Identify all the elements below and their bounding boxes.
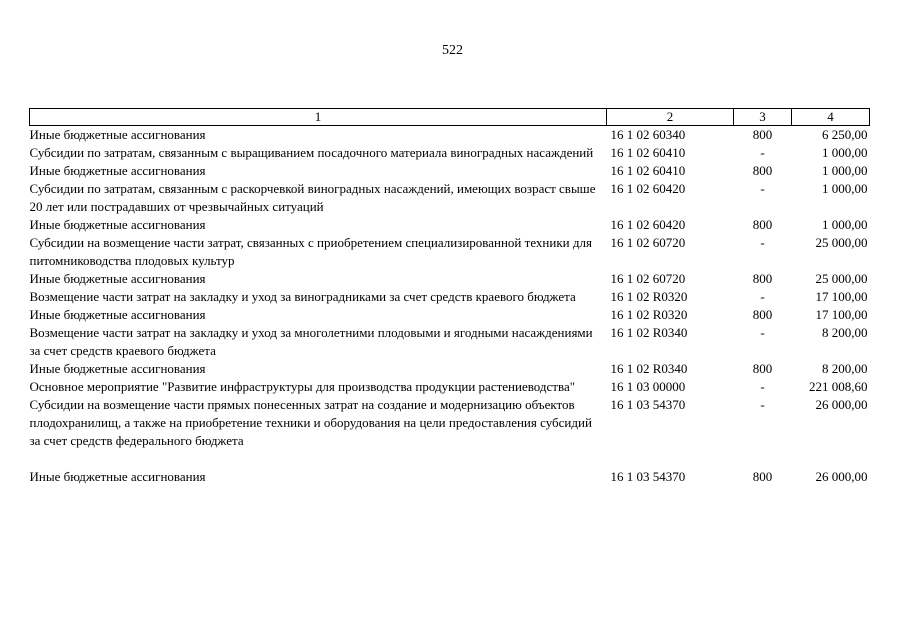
row-amount: 221 008,60 bbox=[809, 379, 868, 394]
row-type: - bbox=[760, 379, 765, 394]
row-type: 800 bbox=[752, 361, 773, 376]
row-code: 16 1 03 54370 bbox=[610, 469, 686, 484]
budget-table bbox=[29, 108, 870, 486]
row-description: Возмещение части затрат на закладку и уход за виноградниками за счет средств краевого бюджета bbox=[29, 289, 576, 304]
row-description: Возмещение части затрат на закладку и уход за многолетними плодовыми и ягодными насаждениями за счет средств краевого бюджета bbox=[29, 325, 593, 358]
row-amount: 26 000,00 bbox=[815, 397, 868, 412]
row-amount: 17 100,00 bbox=[815, 289, 868, 304]
row-type: 800 bbox=[752, 217, 773, 232]
table-body bbox=[30, 126, 870, 487]
row-description: Иные бюджетные ассигнования bbox=[29, 163, 206, 178]
row-code: 16 1 02 60420 bbox=[610, 181, 686, 196]
row-amount: 25 000,00 bbox=[815, 271, 868, 286]
row-amount: 1 000,00 bbox=[822, 181, 868, 196]
table-row bbox=[30, 162, 870, 180]
row-amount: 1 000,00 bbox=[822, 163, 868, 178]
row-amount: 26 000,00 bbox=[815, 469, 868, 484]
header-col-4: 4 bbox=[792, 109, 870, 126]
table-row bbox=[30, 378, 870, 396]
header-col-1: 1 bbox=[30, 109, 607, 126]
row-code: 16 1 02 R0340 bbox=[610, 361, 688, 376]
row-description: Иные бюджетные ассигнования bbox=[29, 307, 206, 322]
row-code: 16 1 02 60720 bbox=[610, 235, 686, 250]
row-description: Иные бюджетные ассигнования bbox=[29, 217, 206, 232]
table-row bbox=[30, 216, 870, 234]
row-description: Основное мероприятие "Развитие инфраструктуры для производства продукции растениеводства" bbox=[29, 379, 576, 394]
row-description: Иные бюджетные ассигнования bbox=[29, 361, 206, 376]
row-description: Иные бюджетные ассигнования bbox=[29, 271, 206, 286]
header-col-2: 2 bbox=[607, 109, 734, 126]
row-code: 16 1 02 R0340 bbox=[610, 325, 688, 340]
table-row bbox=[30, 396, 870, 450]
row-amount: 8 200,00 bbox=[822, 361, 868, 376]
row-type: - bbox=[760, 181, 765, 196]
row-type: 800 bbox=[752, 271, 773, 286]
header-col-3: 3 bbox=[734, 109, 792, 126]
row-code: 16 1 03 54370 bbox=[610, 397, 686, 412]
row-description: Субсидии на возмещение части затрат, связанных с приобретением специализированной техники для питомниководства плодовых культур bbox=[29, 235, 592, 268]
row-type: 800 bbox=[752, 307, 773, 322]
table-row bbox=[30, 234, 870, 270]
row-code: 16 1 02 R0320 bbox=[610, 307, 688, 322]
row-code: 16 1 02 R0320 bbox=[610, 289, 688, 304]
row-description: Субсидии по затратам, связанным с раскорчевкой виноградных насаждений, имеющих возраст свыше 20 лет или пострадавших от чрезвычайных ситуаций bbox=[29, 181, 596, 214]
row-type: 800 bbox=[752, 469, 773, 484]
page-number: 522 bbox=[442, 43, 463, 58]
table-row bbox=[30, 360, 870, 378]
table-row bbox=[30, 270, 870, 288]
row-code: 16 1 03 00000 bbox=[610, 379, 686, 394]
row-description: Иные бюджетные ассигнования bbox=[29, 469, 206, 484]
table-row bbox=[30, 288, 870, 306]
table-row bbox=[30, 306, 870, 324]
row-type: - bbox=[760, 145, 765, 160]
row-amount: 17 100,00 bbox=[815, 307, 868, 322]
table-header-row bbox=[30, 109, 870, 126]
row-description: Иные бюджетные ассигнования bbox=[29, 127, 206, 142]
row-amount: 1 000,00 bbox=[822, 145, 868, 160]
table-row bbox=[30, 324, 870, 360]
row-code: 16 1 02 60720 bbox=[610, 271, 686, 286]
row-type: - bbox=[760, 289, 765, 304]
row-type: 800 bbox=[752, 127, 773, 142]
row-type: 800 bbox=[752, 163, 773, 178]
row-amount: 8 200,00 bbox=[822, 325, 868, 340]
row-code: 16 1 02 60410 bbox=[610, 145, 686, 160]
table-row bbox=[30, 126, 870, 145]
row-type: - bbox=[760, 397, 765, 412]
row-type: - bbox=[760, 235, 765, 250]
row-type: - bbox=[760, 325, 765, 340]
row-description: Субсидии по затратам, связанным с выращиванием посадочного материала виноградных насаждений bbox=[29, 145, 594, 160]
row-code: 16 1 02 60420 bbox=[610, 217, 686, 232]
row-amount: 1 000,00 bbox=[822, 217, 868, 232]
row-amount: 6 250,00 bbox=[822, 127, 868, 142]
table-row bbox=[30, 144, 870, 162]
row-code: 16 1 02 60410 bbox=[610, 163, 686, 178]
row-code: 16 1 02 60340 bbox=[610, 127, 686, 142]
table-row bbox=[30, 450, 870, 486]
table-row bbox=[30, 180, 870, 216]
row-amount: 25 000,00 bbox=[815, 235, 868, 250]
row-description: Субсидии на возмещение части прямых понесенных затрат на создание и модернизацию объектов плодохранилищ, а также на приобретение техники и оборудования на цели предоставления субсидий за счет средств федерального бюджета bbox=[29, 397, 592, 448]
